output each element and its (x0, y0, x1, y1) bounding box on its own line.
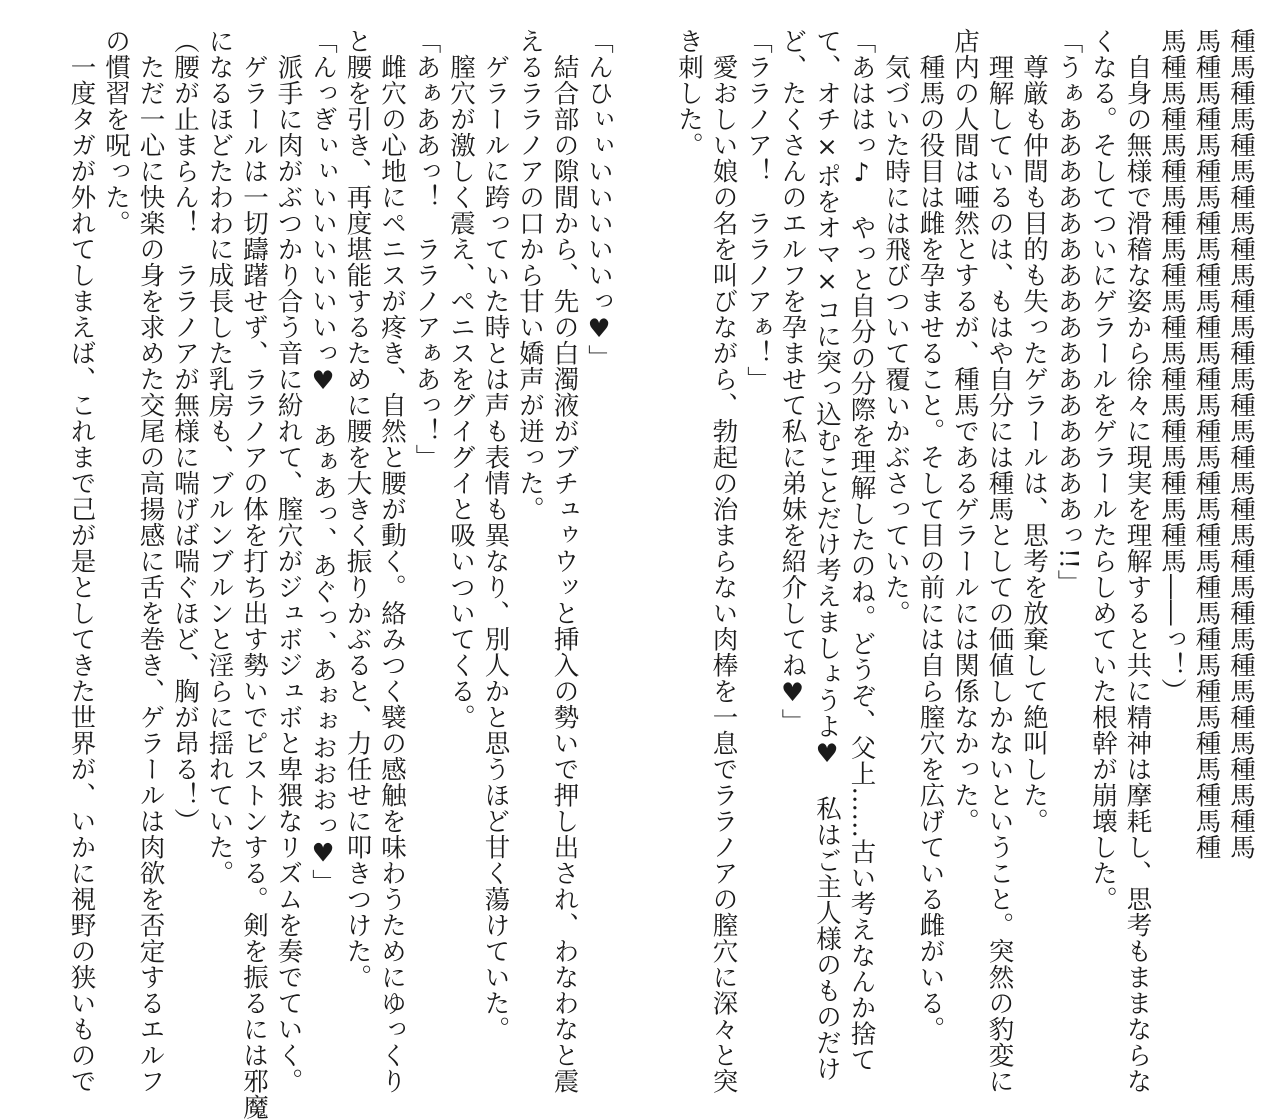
text-column: くなる。そしてついにゲラールをゲラールたらしめていた根幹が崩壊した。 (1088, 28, 1118, 912)
text-column: 種馬種馬種馬種馬種馬種馬種馬種馬種馬種馬種馬種馬種馬種馬種馬種馬 (1226, 28, 1256, 860)
text-column: 馬種馬種馬種馬種馬種馬種馬種馬種馬種馬種馬種馬種馬種馬種馬種馬種 (1191, 28, 1222, 860)
text-column: ゲラールに跨っていた時とは声も表情も異なり、別人かと思うほど甘く蕩けていた。 (480, 28, 511, 1042)
text-column: 「あぁああっ！ ララノアぁあっ！」 (411, 28, 442, 470)
text-column: 「うぁああああああああああああああああっ!!」 (1053, 28, 1084, 596)
text-column: 一度タガが外れてしまえば、これまで己が是としてきた世界が、いかに視野の狭いもので (66, 28, 97, 1094)
text-column: 「ララノア！ ララノアぁ！」 (743, 28, 773, 392)
text-column: と腰を引き、再度堪能するために腰を大きく振りかぶると、力任せに叩きつけた。 (342, 28, 373, 990)
text-column: 派手に肉がぶつかり合う音に紛れて、膣穴がジュボジュボと卑猥なリズムを奏でていく。 (273, 28, 304, 1094)
text-column: 愛おしい娘の名を叫びながら、勃起の治まらない肉棒を一息でララノアの膣穴に深々と突 (708, 28, 739, 1094)
text-column: になるほどたわわに成長した乳房も、ブルンブルンと淫らに揺れていた。 (204, 28, 235, 886)
text-column: て、オチ×ポをオマ×コに突っ込むことだけ考えましょうよ♥ 私はご主人様のものだけ (812, 28, 842, 1082)
text-column: えるララノアの口から甘い嬌声が迸った。 (515, 28, 545, 522)
text-column: 「んひぃぃいいいいいっ♥」 (584, 28, 614, 371)
text-column: 馬種馬種馬種馬種馬種馬種馬種馬種馬種馬種馬――っ！） (1157, 28, 1187, 704)
text-column: ただ一心に快楽の身を求めた交尾の高揚感に舌を巻き、ゲラールは肉欲を否定するエルフ (135, 28, 166, 1094)
text-column: 雌穴の心地にペニスが疼き、自然と腰が動く。絡みつく襞の感触を味わうためにゆっくり (377, 28, 407, 1094)
left-page (60, 28, 616, 1120)
text-column: 結合部の隙間から、先の白濁液がブチュゥウッと挿入の勢いで押し出され、わなわなと震 (549, 28, 580, 1094)
text-column: （腰が止まらん！ ララノアが無様に喘げば喘ぐほど、胸が昂る！） (170, 28, 200, 834)
right-page (672, 28, 1258, 1094)
text-column: き刺した。 (674, 28, 704, 158)
text-column: 「あははっ♪ やっと自分の分際を理解したのね。どうぞ、父上……古い考えなんか捨て (846, 28, 877, 1073)
text-column: ど、たくさんのエルフを孕ませて私に弟妹を紹介してね♥」 (777, 28, 808, 735)
text-column: 「んっぎぃぃいいいいいいっ♥ あぁあっ、あぐっ、あぉぉおおおっ♥」 (308, 28, 338, 895)
text-column: 自身の無様で滑稽な姿から徐々に現実を理解すると共に精神は摩耗し、思考もままならな (1122, 28, 1153, 1094)
text-column: 種馬の役目は雌を孕ませること。そして目の前には自ら膣穴を広げている雌がいる。 (915, 28, 946, 1042)
text-column: 気づいた時には飛びついて覆いかぶさっていた。 (881, 28, 911, 626)
text-column: 尊厳も仲間も目的も失ったゲラールは、思考を放棄して絶叫した。 (1019, 28, 1049, 834)
text-column: の慣習を呪った。 (101, 28, 131, 236)
text-column: 店内の人間は唖然とするが、種馬であるゲラールには関係なかった。 (950, 28, 980, 834)
text-column: 膣穴が激しく震え、ペニスをグイグイと吸いついてくる。 (446, 28, 476, 730)
text-column: 理解しているのは、もはや自分には種馬としての価値しかないということ。突然の豹変に (984, 28, 1015, 1094)
text-column: ゲラールは一切躊躇せず、ララノアの体を打ち出す勢いでピストンする。剣を振るには邪魔 (239, 28, 269, 1120)
